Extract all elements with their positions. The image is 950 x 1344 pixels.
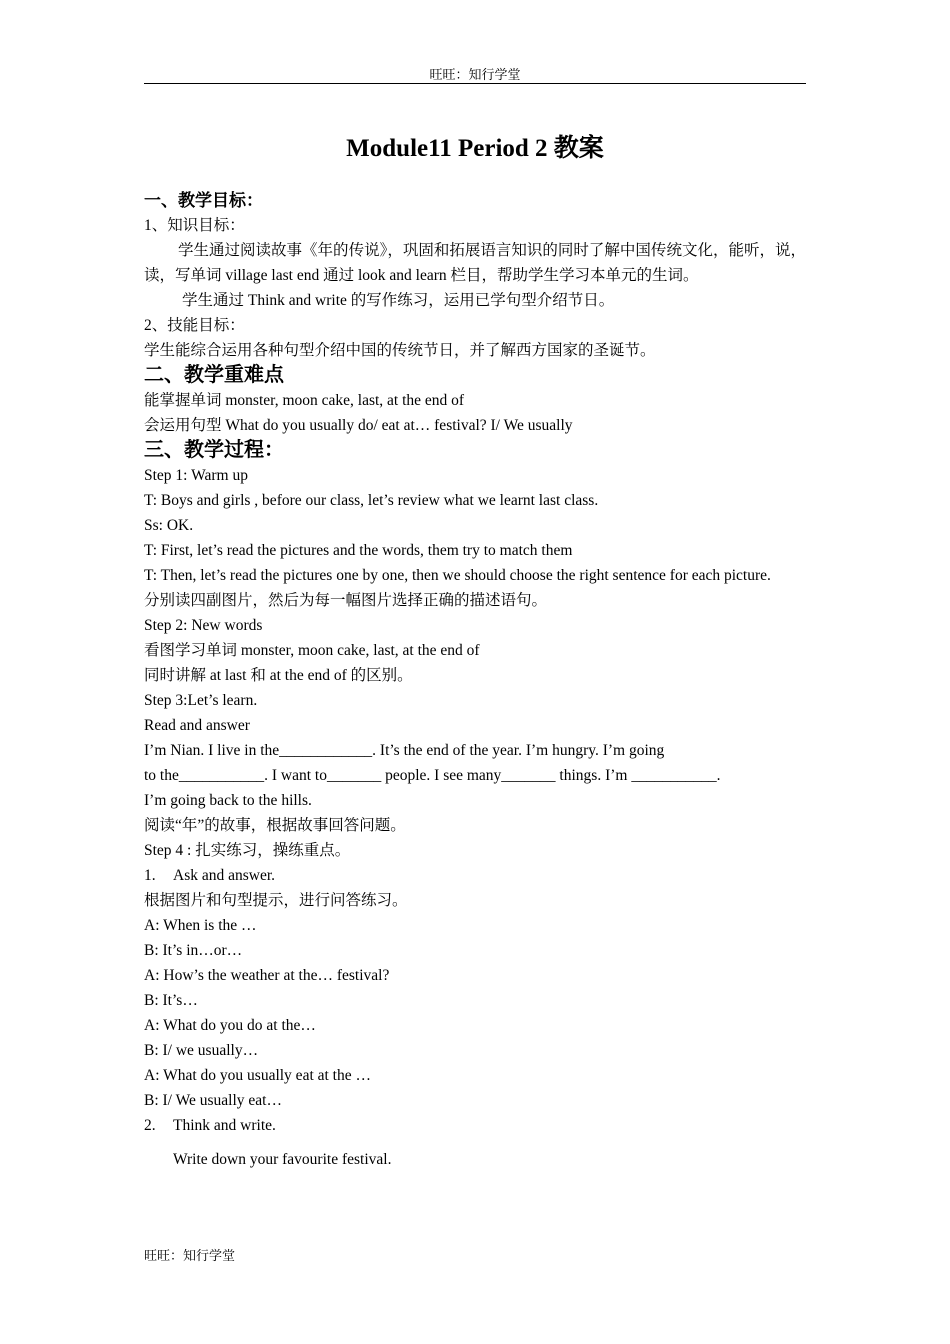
final-instruction: Write down your favourite festival. (173, 1151, 392, 1168)
document-title: Module11 Period 2 教案 (346, 135, 604, 162)
dialog-line: A: What do you usually eat at the … (144, 1067, 371, 1084)
list-item-text: Think and write. (173, 1117, 276, 1134)
key-points-sentences: 会运用句型 What do you usually do/ eat at… festival? I/ We usually (144, 417, 573, 434)
list-item-text: Ask and answer. (173, 867, 276, 884)
step-4-note: 根据图片和句型提示，进行问答练习。 (144, 892, 408, 909)
step-2-heading: Step 2: New words (144, 617, 263, 634)
dialog-line: A: What do you do at the… (144, 1017, 316, 1034)
step-3-heading: Step 3:Let’s learn. (144, 692, 258, 709)
header-divider (144, 83, 806, 84)
teacher-line-3: T: Then, let’s read the pictures one by one, then we should choose the right sentence for each picture. (144, 567, 771, 584)
page-footer: 旺旺：知行学堂 (144, 1248, 236, 1263)
step-3-note: 阅读“年”的故事，根据故事回答问题。 (144, 817, 406, 834)
list-item-number: 1. (144, 867, 156, 884)
step-1-note: 分别读四副图片，然后为每一幅图片选择正确的描述语句。 (144, 592, 548, 609)
new-words-line-2: 同时讲解 at last 和 at the end of 的区别。 (144, 667, 413, 684)
story-line-1: I’m Nian. I live in the____________. It’s the end of the year. I’m hungry. I’m going (144, 742, 665, 759)
new-words-line-1: 看图学习单词 monster, moon cake, last, at the end of (144, 642, 480, 659)
page-header: 旺旺：知行学堂 (429, 67, 521, 82)
dialog-line: B: It’s in…or… (144, 942, 243, 959)
list-item-1 (144, 863, 806, 888)
dialog-line: A: How’s the weather at the… festival? (144, 967, 390, 984)
paragraph-skills: 学生能综合运用各种句型介绍中国的传统节日，并了解西方国家的圣诞节。 (144, 342, 656, 359)
section-heading-key-points: 二、教学重难点 (144, 364, 284, 386)
step-4-heading: Step 4 : 扎实练习，操练重点。 (144, 842, 351, 859)
list-item-number: 2. (144, 1117, 156, 1134)
dialog-line: A: When is the … (144, 917, 257, 934)
teacher-line-2: T: First, let’s read the pictures and the words, them try to match them (144, 542, 573, 559)
story-line-2: to the___________. I want to_______ people. I see many_______ things. I’m ___________. (144, 767, 721, 784)
dialog-line: B: I/ We usually eat… (144, 1092, 282, 1109)
story-line-3: I’m going back to the hills. (144, 792, 312, 809)
section-heading-objectives: 一、教学目标： (144, 191, 263, 210)
teacher-line-1: T: Boys and girls , before our class, let’s review what we learnt last class. (144, 492, 599, 509)
subheading-knowledge: 1、知识目标： (144, 217, 245, 234)
paragraph-writing: 学生通过 Think and write 的写作练习，运用已学句型介绍节日。 (182, 292, 615, 309)
students-line: Ss: OK. (144, 517, 194, 534)
step-1-heading: Step 1: Warm up (144, 467, 248, 484)
paragraph-knowledge: 学生通过阅读故事《年的传说》，巩固和拓展语言知识的同时了解中国传统文化，能听，说，读，写单词 village last end 通过 look and learn 栏目，帮助学生学习本单元的生词。 (144, 242, 806, 284)
read-and-answer-label: Read and answer (144, 717, 250, 734)
subheading-skills: 2、技能目标： (144, 317, 245, 334)
dialog-line: B: I/ we usually… (144, 1042, 259, 1059)
key-points-words: 能掌握单词 monster, moon cake, last, at the end of (144, 392, 465, 409)
dialog-line: B: It’s… (144, 992, 198, 1009)
list-item-2 (144, 1113, 806, 1138)
document-body (144, 188, 806, 1172)
section-heading-process: 三、教学过程： (144, 439, 284, 461)
